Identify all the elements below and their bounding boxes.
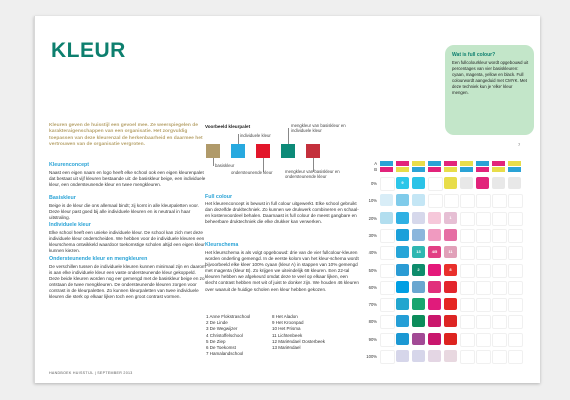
- schema-color-cell: [460, 281, 475, 295]
- schema-color-cell: [492, 212, 507, 226]
- schema-color-cell: [396, 229, 409, 241]
- info-box: [445, 45, 534, 135]
- schema-color-cell: 8: [444, 264, 457, 276]
- page-number: 7: [518, 142, 521, 147]
- schema-color-cell: [412, 194, 425, 206]
- schema-color-cell: [508, 177, 521, 189]
- list-item: 7 Hamalandschool: [206, 351, 244, 357]
- list-item: 10 Het Prisma: [272, 326, 301, 332]
- schema-color-cell: [412, 333, 425, 345]
- text-ondersteunende-kleur: De verschillen tussen de individuele kleuren kunnen minimaal zijn en daarom is aan elke individuele kleur een vaste ondersteunende kleur gekoppeld. Deze beide kleuren worden nog eer gemengd met de basiskleur beige en zo ontstaan de twee mengkleuren. De ondersteunende kleuren zorgen voor contrast in de kleurpaletten. Zo kunnen kleurpaletten van twee individuele kleuren die sterk op elkaar lijken toch een groot contrast vormen.: [49, 264, 206, 300]
- schema-color-cell: [396, 246, 409, 258]
- schema-color-cell: [492, 246, 507, 260]
- schema-color-cell: [428, 281, 441, 293]
- schema-header-cell: [380, 161, 393, 166]
- schema-color-cell: [460, 264, 475, 278]
- list-item: 13 Mariëndael: [272, 345, 301, 351]
- schema-color-cell: [508, 229, 523, 243]
- schema-color-cell: [508, 333, 523, 347]
- page-title: KLEUR: [51, 39, 126, 62]
- schema-color-cell: [476, 177, 489, 189]
- schema-color-cell: [476, 246, 491, 260]
- schema-color-cell: [396, 194, 409, 206]
- schema-percent-label: 80%: [368, 319, 377, 325]
- swatch-mengkleur-ondersteunend: [306, 144, 320, 158]
- schema-color-cell: [444, 315, 457, 327]
- schema-color-cell: [492, 229, 507, 243]
- schema-color-cell: [444, 194, 459, 208]
- schema-color-cell: [444, 177, 457, 189]
- schema-color-cell: [380, 194, 393, 206]
- swatch-mengkleur-individueel: [281, 144, 295, 158]
- schema-color-cell: [508, 298, 523, 312]
- list-item: 1 Anne Flokstraschool: [206, 314, 251, 319]
- schema-color-cell: 4/5: [428, 246, 441, 258]
- schema-color-cell: [508, 350, 523, 364]
- label-ondersteunende-kleur: ondersteunende kleur: [231, 170, 273, 175]
- schema-color-cell: [492, 350, 507, 364]
- schema-color-cell: [428, 194, 443, 208]
- schema-percent-label: 10%: [368, 198, 377, 204]
- schema-color-cell: [492, 281, 507, 295]
- schema-color-cell: [380, 315, 395, 329]
- schema-color-cell: [476, 281, 491, 295]
- schema-color-cell: [460, 315, 475, 329]
- heading-kleurenconcept: Kleurenconcept: [49, 162, 90, 168]
- heading-kleurschema: Kleurschema: [205, 242, 239, 248]
- schema-color-cell: [444, 298, 457, 310]
- schema-color-cell: [492, 177, 505, 189]
- schema-color-cell: [508, 212, 523, 226]
- schema-color-cell: 1: [444, 212, 457, 224]
- schema-color-cell: [476, 194, 491, 208]
- schema-percent-label: 30%: [368, 232, 377, 238]
- schema-color-cell: [412, 350, 425, 362]
- schema-color-cell: [412, 298, 425, 310]
- schema-color-cell: [428, 333, 441, 345]
- schema-color-cell: [380, 212, 393, 224]
- schema-color-cell: 2: [412, 264, 425, 276]
- text-kleurschema: Het kleurschema is als volgt opgebouwd: drie van de vier fullcolour-kleuren worden onderling gemengd. In de eerste kolom van het kleur-schema wordt bijvoorbeeld elke kleer 100% cyaan (kleur A) in stappen van 10% gemengd met magenta (kleur B). Zo krijgen we uiteindelijk 68 kleuren. Een 22-tal kleuren hebben we afgekeurd omdat deze te veel op elkaar lijken, een slecht contrast hebben met wit of juist te donker zijn. We houden 46 kleuren over waaruit de huidige scholen een kleur hebben gekozen.: [205, 250, 359, 292]
- schema-header-cell: [428, 167, 441, 172]
- heading-ondersteunende-kleur: Ondersteunende kleur en mengkleuren: [49, 256, 148, 262]
- schema-color-cell: [380, 229, 395, 243]
- schema-color-cell: [396, 212, 409, 224]
- schema-color-cell: [428, 350, 441, 362]
- schema-header-cell: [444, 167, 457, 172]
- schema-color-cell: [412, 229, 425, 241]
- schema-color-cell: [428, 212, 441, 224]
- schema-percent-label: 90%: [368, 336, 377, 342]
- schema-color-cell: [476, 229, 491, 243]
- text-individuele-kleur: Elke school heeft een unieke individuele kleur. De school kan zich met deze individuele kleur onderscheiden. We hebben voor de individuele kleuren een kleurschema ontwikkeld waardoor toekomstige scholen altijd een eigen kleur kunnen kiezen.: [49, 230, 205, 254]
- schema-color-cell: [460, 229, 475, 243]
- schema-color-cell: [444, 229, 457, 241]
- schema-percent-label: 0%: [370, 181, 377, 186]
- schema-header-cell: [492, 161, 505, 166]
- schema-header-cell: [492, 167, 505, 172]
- schema-color-cell: 11: [444, 246, 457, 258]
- label-basiskleur: basiskleur: [215, 163, 235, 168]
- schema-color-cell: [508, 315, 523, 329]
- schema-color-cell: [380, 333, 395, 347]
- schema-header-cell: [380, 167, 393, 172]
- label-mengkleur-ondersteunend: mengkleur van basiskleur en ondersteunende kleur: [285, 169, 340, 179]
- schema-color-cell: [460, 194, 475, 208]
- schema-color-cell: [444, 350, 457, 362]
- schema-color-cell: 13: [412, 246, 425, 258]
- schema-color-cell: [444, 281, 457, 293]
- schema-color-cell: [508, 246, 523, 260]
- list-item: 2 De Linde: [206, 320, 228, 326]
- schema-color-cell: [460, 212, 475, 226]
- swatch-individuele-kleur: [231, 144, 245, 158]
- schema-color-cell: [380, 177, 395, 191]
- schema-header-cell: [460, 167, 473, 172]
- schema-percent-label: 50%: [368, 267, 377, 273]
- schema-percent-label: 40%: [368, 250, 377, 256]
- list-item: 4 Christoffelschool: [206, 332, 243, 338]
- schema-color-cell: [476, 333, 491, 347]
- swatch-ondersteunende-kleur: [256, 144, 270, 158]
- swatch-basiskleur: [206, 144, 220, 158]
- label-mengkleur-individueel: mengkleur van basiskleur en individuele kleur: [291, 123, 346, 133]
- schema-header-cell: [508, 161, 521, 166]
- info-box-title: Wat is full colour?: [452, 52, 496, 58]
- schema-header-cell: [396, 167, 409, 172]
- schema-color-cell: [476, 315, 491, 329]
- schema-color-cell: [476, 298, 491, 312]
- schema-header-cell: [412, 167, 425, 172]
- schema-color-cell: [476, 350, 491, 364]
- schema-color-cell: [492, 298, 507, 312]
- schema-color-cell: [444, 333, 457, 345]
- schema-color-cell: [412, 177, 425, 189]
- info-box-text: Een fullcolourkleur wordt opgebouwd uit percentages van vier basiskleuren: cyaan, magenta, yellow en black. Full colourwordt aangeduid met CMYK. Met deze techniek kun je 'elke' kleur mengen.: [452, 60, 529, 95]
- schema-color-cell: [380, 298, 395, 312]
- schema-header-letter: B: [374, 167, 377, 172]
- schema-color-cell: [428, 264, 441, 276]
- schema-color-cell: [460, 246, 475, 260]
- schema-color-cell: [492, 194, 507, 208]
- schema-color-cell: [380, 246, 395, 260]
- label-individuele-kleur: individuele kleur: [240, 133, 271, 138]
- palette-title: Voorbeeld kleurpalet: [205, 124, 251, 129]
- schema-header-cell: [396, 161, 409, 166]
- schema-percent-label: 60%: [368, 284, 377, 290]
- schema-header-cell: [428, 161, 441, 166]
- schema-color-cell: [396, 264, 409, 276]
- schema-color-cell: [460, 333, 475, 347]
- schema-color-cell: 9: [396, 177, 409, 189]
- list-item: 9 Het Kroonpad: [272, 320, 304, 326]
- schema-color-cell: [508, 264, 523, 278]
- schema-header-cell: [444, 161, 457, 166]
- text-full-colour: Het kleurenconcept is bewust in full colour uitgewerkt. Elke school gebruikt dan dezelfde drukltechniek. Zo kunnen we drukwerk combineren en schaal- en kostenvoordeel behalen. Daarnaast is full colour de meest gangbare en beheerbare druktechniek die elke drukker kan verwerken.: [205, 201, 359, 225]
- schema-color-cell: [492, 333, 507, 347]
- schema-percent-label: 20%: [368, 215, 377, 221]
- schema-header-cell: [476, 167, 489, 172]
- leader-line: [213, 158, 214, 166]
- schema-header-cell: [412, 161, 425, 166]
- schema-color-cell: [460, 298, 475, 312]
- document-page: [34, 16, 540, 383]
- text-kleurenconcept: Naast een eigen naam en logo heeft elke school ook een eigen kleurenpalet dat bestaat uit vijf kleuren bestaande uit: de basiskleur beige, een individuele kleur, een ondersteunende kleur en twee mengkleuren.: [49, 170, 206, 188]
- schema-color-cell: [396, 315, 409, 327]
- schema-color-cell: [380, 264, 395, 278]
- leader-line: [288, 128, 289, 144]
- schema-color-cell: [380, 350, 395, 364]
- schema-color-cell: 12: [428, 177, 443, 191]
- list-item: 11 Lichtenbeek: [272, 332, 303, 338]
- list-item: 3 De Wegwijzer: [206, 326, 238, 332]
- list-item: 6 De Toekomst: [206, 345, 236, 351]
- text-basiskleur: Beige is de kleur die ons allemaal bindt; zij komt in alle kleurpaletten voor. Deze kleur past goed bij alle individuele kleuren en is neutraal in haar uitstraling.: [49, 203, 199, 221]
- school-list-left: [206, 314, 250, 357]
- schema-color-cell: [428, 229, 441, 241]
- schema-color-cell: [508, 281, 523, 295]
- schema-header-cell: [460, 161, 473, 166]
- schema-percent-label: 100%: [366, 354, 377, 359]
- schema-color-cell: [396, 281, 409, 293]
- schema-percent-label: 70%: [368, 302, 377, 308]
- schema-color-cell: [396, 333, 409, 345]
- schema-color-cell: [412, 315, 425, 327]
- schema-header-letter: A: [374, 161, 377, 166]
- leader-line: [238, 134, 239, 144]
- schema-color-cell: [460, 350, 475, 364]
- heading-full-colour: Full colour: [205, 194, 233, 200]
- schema-color-cell: [396, 350, 409, 362]
- schema-color-cell: [428, 315, 441, 327]
- schema-color-cell: [412, 281, 425, 293]
- schema-color-cell: [476, 212, 491, 226]
- school-list-right: [272, 314, 325, 351]
- heading-individuele-kleur: Individuele kleur: [49, 222, 91, 228]
- schema-color-cell: [492, 315, 507, 329]
- heading-basiskleur: Basiskleur: [49, 195, 76, 201]
- schema-color-cell: [508, 194, 523, 208]
- schema-color-cell: [492, 264, 507, 278]
- schema-color-cell: [396, 298, 409, 310]
- list-item: 5 De Ziep: [206, 338, 226, 344]
- footer: HANDBOEK HUISSTIJL | SEPTEMBER 2013: [49, 371, 133, 375]
- schema-color-cell: [380, 281, 395, 295]
- list-item: 12 Mariëndael Oosterbeek: [272, 338, 326, 344]
- schema-header-cell: [508, 167, 521, 172]
- schema-header-cell: [476, 161, 489, 166]
- schema-color-cell: [460, 177, 473, 189]
- schema-color-cell: [412, 212, 425, 224]
- schema-color-cell: [476, 264, 491, 278]
- list-item: 8 Het Aladon: [272, 314, 298, 319]
- schema-color-cell: [428, 298, 441, 310]
- intro-text: Kleuren geven de huisstijl een gevoel mee. Ze weerspiegelen de karakteraigenschappen van een organisatie. Het zorgvuldig toepassen van deze kleurenzal de herkenbaarheid en daarmee het vertrouwen van de organisatie vergroten.: [49, 123, 203, 147]
